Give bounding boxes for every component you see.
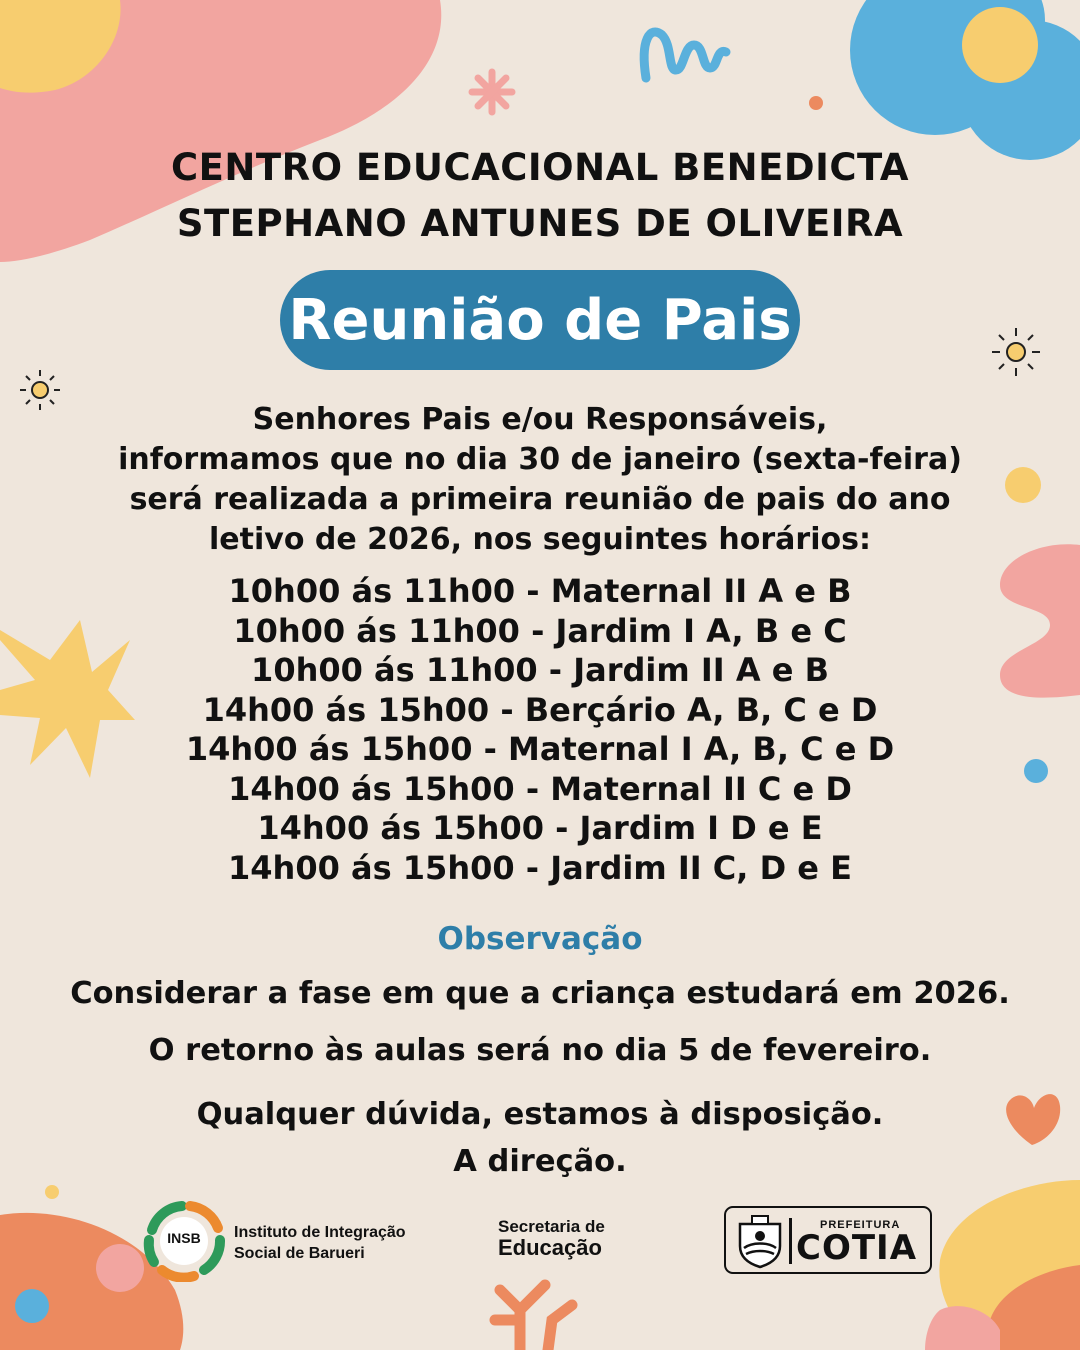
secretaria-logo: [498, 1216, 605, 1258]
prefeitura-label: PREFEITURA: [820, 1219, 901, 1231]
school-name: [0, 140, 1080, 252]
event-title-badge: [280, 270, 800, 370]
sun-icon-right: [992, 328, 1040, 376]
schedule-item: 14h00 ás 15h00 - Jardim II C, D e E: [228, 848, 852, 887]
intro-line: informamos que no dia 30 de janeiro (sexta-feira): [118, 442, 962, 477]
city-crest-icon: [732, 1212, 788, 1270]
city-name: COTIA: [796, 1228, 918, 1268]
insb-name: [234, 1222, 406, 1264]
schedule-list: [0, 572, 1080, 888]
intro-line: Senhores Pais e/ou Responsáveis,: [252, 402, 828, 437]
intro-line: será realizada a primeira reunião de pais do ano: [129, 482, 951, 517]
blue-squiggle: [644, 32, 726, 78]
observation-heading: Observação: [437, 921, 643, 957]
observation-note-2: O retorno às aulas será no dia 5 de fevereiro.: [148, 1033, 932, 1068]
coral-shape: [495, 1285, 572, 1350]
logo-divider: [789, 1218, 792, 1264]
observation-note-1: Considerar a fase em que a criança estudará em 2026.: [70, 976, 1010, 1011]
insb-name-line2: Social de Barueri: [234, 1245, 365, 1262]
schedule-item: 14h00 ás 15h00 - Jardim I D e E: [257, 809, 823, 847]
school-name-line2: STEPHANO ANTUNES DE OLIVEIRA: [176, 202, 904, 245]
secretaria-line2: Educação: [498, 1235, 602, 1260]
orange-dot: [809, 96, 823, 110]
closing-signature: A direção.: [453, 1144, 627, 1179]
intro-line: letivo de 2026, nos seguintes horários:: [209, 522, 871, 557]
event-title: Reunião de Pais: [288, 287, 792, 353]
insb-name-line1: Instituto de Integração: [234, 1224, 406, 1241]
schedule-item: 14h00 ás 15h00 - Maternal II C e D: [228, 769, 852, 808]
schedule-item: 10h00 ás 11h00 - Jardim I A, B e C: [233, 611, 847, 650]
schedule-item: 10h00 ás 11h00 - Maternal II A e B: [228, 572, 852, 610]
schedule-item: 10h00 ás 11h00 - Jardim II A e B: [251, 651, 829, 689]
schedule-item: 14h00 ás 15h00 - Berçário A, B, C e D: [202, 690, 878, 729]
yellow-dot-bottom-left: [45, 1185, 59, 1199]
pink-dot-bottom-left: [96, 1244, 144, 1292]
insb-abbrev: INSB: [167, 1230, 201, 1246]
secretaria-line1: Secretaria de: [498, 1217, 605, 1236]
closing-line-1: Qualquer dúvida, estamos à disposição.: [196, 1097, 884, 1132]
intro-paragraph: [0, 400, 1080, 560]
pink-asterisk: [472, 72, 512, 112]
school-name-line1: CENTRO EDUCACIONAL BENEDICTA: [170, 146, 910, 189]
schedule-item: 14h00 ás 15h00 - Maternal I A, B, C e D: [185, 730, 895, 768]
blue-flower-top-right: [850, 0, 1080, 160]
blue-dot-bottom-left: [15, 1289, 49, 1323]
